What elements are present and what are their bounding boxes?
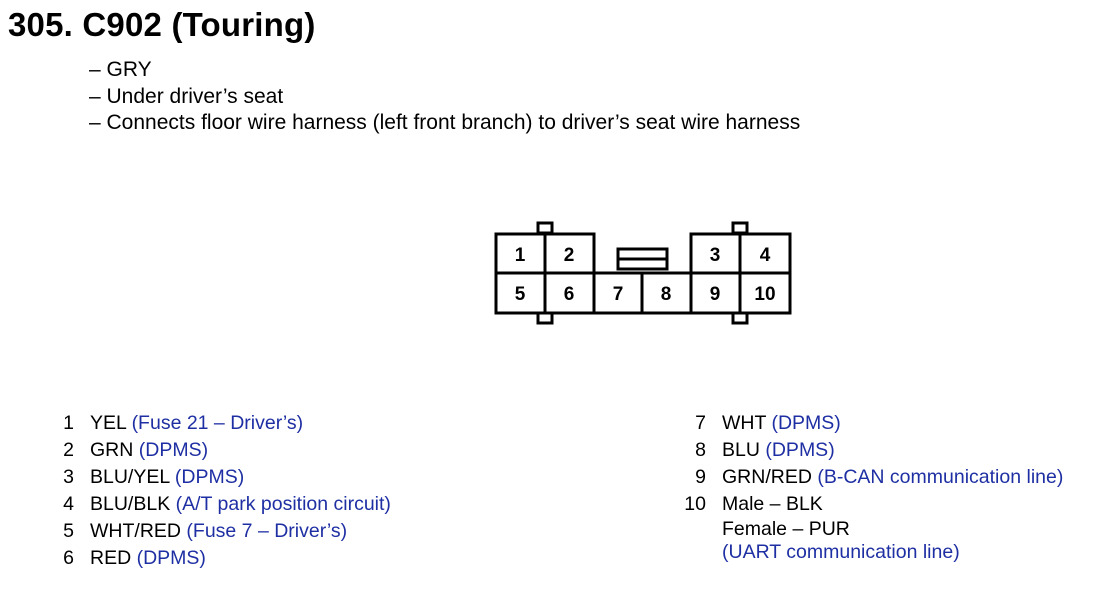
pin-list-right [684, 410, 1064, 564]
note-connects: – Connects floor wire harness (left front branch) to driver’s seat wire harness [89, 111, 801, 134]
pin-list-left [63, 410, 391, 572]
pin-number: 6 [63, 547, 74, 569]
pin-number: 4 [63, 493, 74, 515]
pin-row-10 [684, 491, 1063, 518]
pin-row-10-female [722, 518, 1063, 541]
pin-wire-color: WHT/RED [90, 520, 181, 542]
pin-description: (Fuse 21 – Driver’s) [131, 412, 304, 434]
pin-wire-female: Female – PUR [722, 518, 850, 540]
pin-row-5 [63, 518, 391, 545]
pin-number: 1 [63, 412, 74, 434]
pin-number: 5 [63, 520, 74, 542]
cell-1: 1 [514, 245, 526, 266]
pin-wire-color: GRN [90, 439, 134, 461]
pin-row-4 [63, 491, 391, 518]
note-location: – Under driver’s seat [89, 84, 284, 108]
pin-row-6 [63, 545, 391, 572]
top-lock-tab-right [733, 223, 747, 233]
pin-number: 8 [695, 439, 706, 461]
pin-description: (DPMS) [138, 439, 209, 461]
pin-number: 9 [695, 466, 706, 488]
pin-row-7 [695, 410, 1063, 437]
cell-10: 10 [754, 284, 776, 305]
pin-number: 10 [684, 493, 706, 515]
pin-wire-color: YEL [90, 412, 127, 434]
cell-7: 7 [612, 284, 624, 305]
connector-title: 305. C902 (Touring) [8, 6, 316, 43]
cell-6: 6 [563, 284, 575, 305]
pin-row-9 [695, 464, 1064, 491]
pin-wire-color: BLU/BLK [90, 493, 171, 515]
pin-description: (A/T park position circuit) [175, 493, 391, 515]
cell-3: 3 [709, 245, 721, 266]
pin-wire-male: Male – BLK [722, 493, 823, 515]
pin-description: (DPMS) [174, 466, 245, 488]
cell-9: 9 [709, 284, 721, 305]
pin-description: (B-CAN communication line) [817, 466, 1064, 488]
cell-8: 8 [660, 284, 672, 305]
top-lock-tab-left [538, 223, 552, 233]
pin-number: 7 [695, 412, 706, 434]
pin-number: 3 [63, 466, 74, 488]
pin-row-10-description [722, 541, 1063, 564]
pin-wire-color: WHT [722, 412, 767, 434]
note-color: – GRY [89, 58, 152, 81]
pin-row-3 [63, 464, 391, 491]
pin-description: (DPMS) [136, 547, 206, 569]
pin-row-8 [695, 437, 1063, 464]
cell-4: 4 [759, 245, 771, 266]
pin-wire-color: GRN/RED [722, 466, 812, 488]
pin-wire-color: BLU [722, 439, 760, 461]
pin-wire-color: RED [90, 547, 132, 569]
pin-row-1 [63, 410, 391, 437]
pin-description: (UART communication line) [722, 541, 960, 563]
pin-description: (DPMS) [771, 412, 841, 434]
pin-description: (Fuse 7 – Driver’s) [186, 520, 348, 542]
pin-number: 2 [63, 439, 74, 461]
pin-row-2 [63, 437, 391, 464]
pin-description: (DPMS) [765, 439, 835, 461]
cell-2: 2 [563, 245, 575, 266]
pin-wire-color: BLU/YEL [90, 466, 170, 488]
cell-5: 5 [514, 284, 526, 305]
